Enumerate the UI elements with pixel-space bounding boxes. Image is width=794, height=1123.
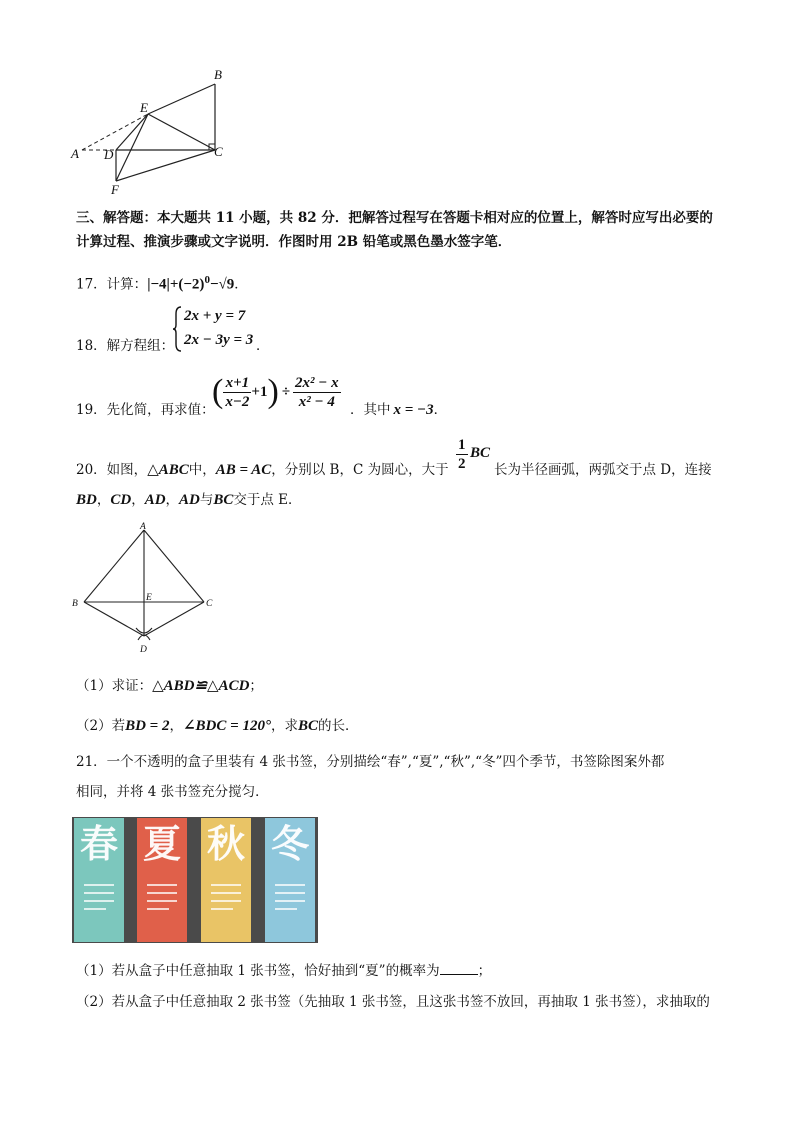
figure-q20-kite <box>66 520 226 660</box>
q21-p1-end: ； <box>477 963 492 979</box>
section-heading: 三、解答题：本大题共 11 小题，共 82 分．把解答过程写在答题卡相对应的位置上，解答时应写出必要的 <box>76 210 713 226</box>
label-c: C <box>206 599 213 609</box>
q20-half-den: 2 <box>458 456 466 472</box>
q20-seg-ad2: AD <box>179 492 200 508</box>
q20-p2-end: 的长． <box>317 718 359 734</box>
q20-tri: △ABC <box>147 462 189 478</box>
q18-eq1: 2x + y = 7 <box>184 308 246 324</box>
segment-ab <box>84 530 144 602</box>
q20-sep-3: ， <box>165 492 180 508</box>
q18-end: ． <box>256 338 270 354</box>
segment-de <box>116 114 148 150</box>
question-17 <box>76 270 248 295</box>
q20-p2-text-b: ，求 <box>270 718 298 734</box>
segment-eb <box>148 84 215 114</box>
q21-line2: 相同，并将 4 张书签充分搅匀． <box>76 784 269 800</box>
q17-expr-b: −√9 <box>209 276 235 293</box>
q20-sep-1: ， <box>96 492 111 508</box>
q21-part-2: （2）若从盒子中任意抽取 2 张书签（先抽取 1 张书签，且这张书签不放回，再抽取 1 张书签），求抽取的 <box>76 994 710 1010</box>
q20-text-d: 长为半径画弧，两弧交于点 D，连接 <box>494 462 712 478</box>
q20-p1-text: （1）求证： <box>76 678 153 694</box>
q19-fraction-1 <box>223 374 251 411</box>
q21-line1: 21．一个不透明的盒子里装有 4 张书签，分别描绘“春”,“夏”,“秋”,“冬”四个季节，书签除图案外都 <box>76 754 665 770</box>
label-e: E <box>146 593 152 603</box>
label-d: D <box>140 645 147 655</box>
label-c: C <box>214 144 223 159</box>
q20-p2-sep: ， <box>169 718 183 734</box>
q20-line1 <box>76 460 449 480</box>
q20-part-2 <box>76 716 358 736</box>
q18-eq2: 2x − 3y = 3 <box>184 332 254 348</box>
card-autumn-char: 秋 <box>206 822 245 866</box>
q20-p1-end: ； <box>249 678 263 694</box>
q19-cond: x = −3 <box>393 402 434 418</box>
label-b: B <box>72 599 78 609</box>
card-summer <box>137 818 187 942</box>
q20-with: 与 <box>199 492 214 508</box>
q19-number: 19．先化简，再求值： <box>76 402 215 418</box>
q19-tail <box>350 400 447 420</box>
label-a: A <box>71 146 79 161</box>
brace-icon <box>172 306 182 352</box>
q20-p2-bc: BC <box>297 718 318 734</box>
q20-seg-cd: CD <box>110 492 132 508</box>
q20-p2-angle: ∠BDC = 120° <box>182 718 271 734</box>
segment-ef <box>116 114 148 181</box>
segment-cd <box>144 602 204 636</box>
q20-half-fraction <box>456 436 468 473</box>
q19-f1-den: x−2 <box>225 393 250 410</box>
q17-expr-a: |−4|+(−2) <box>147 276 205 293</box>
q17-number: 17．计算： <box>76 276 148 293</box>
q20-part-1 <box>76 676 263 696</box>
paren-close: ) <box>267 373 279 410</box>
answer-blank[interactable] <box>440 960 478 975</box>
q19-f2-num: 2x² − x <box>295 374 339 391</box>
q20-text-b: 中， <box>188 462 216 478</box>
label-a: A <box>140 522 146 532</box>
q17-exp: 0 <box>204 274 210 286</box>
q20-p2-bd: BD = 2 <box>125 718 170 734</box>
q17-end: ． <box>234 276 248 293</box>
q20-text-a: 20．如图， <box>76 462 148 478</box>
q19-end: ． <box>433 402 448 418</box>
paren-open: ( <box>212 373 224 410</box>
q19-fraction-2 <box>293 374 341 411</box>
card-summer-char: 夏 <box>142 822 181 866</box>
card-autumn <box>201 818 251 942</box>
segment-ec <box>148 114 215 150</box>
q20-text-c: ，分别以 B，C 为圆心，大于 <box>271 462 449 478</box>
q20-half-var: BC <box>470 445 491 461</box>
bookmarks-image <box>72 817 318 943</box>
figure-top-geometry <box>68 64 238 200</box>
card-spring <box>74 818 124 942</box>
q20-p2-text-a: （2）若 <box>76 718 126 734</box>
q19-mid: ．其中 <box>350 402 391 418</box>
q20-p1-expr: △ABD≌△ACD <box>152 678 250 694</box>
label-e: E <box>140 100 148 115</box>
q21-part-1 <box>76 960 491 981</box>
q18-number: 18．解方程组： <box>76 338 175 354</box>
label-f: F <box>111 182 119 197</box>
q19-f2-den: x² − 4 <box>298 393 335 410</box>
segment-ac <box>144 530 204 602</box>
q20-eq: AB = AC <box>215 462 272 478</box>
q19-div: ÷ <box>281 383 291 400</box>
q20-half-num: 1 <box>458 437 466 453</box>
q19-expression <box>212 370 341 414</box>
label-b: B <box>214 67 222 82</box>
label-d: D <box>104 147 114 162</box>
segment-fc <box>116 150 215 181</box>
q20-seg-bd: BD <box>76 492 97 508</box>
q20-seg-ad: AD <box>144 492 166 508</box>
q19-f1-num: x+1 <box>223 374 251 393</box>
q20-sep-2: ， <box>131 492 145 508</box>
q20-line2-end: 交于点 E． <box>233 492 302 508</box>
section-heading-cont: 计算过程、推演步骤或文字说明．作图时用 2B 铅笔或黑色墨水签字笔． <box>76 234 512 250</box>
segment-ae-dashed <box>82 114 148 150</box>
card-winter-char: 冬 <box>270 822 309 866</box>
card-spring-char: 春 <box>79 822 118 866</box>
card-winter <box>265 818 315 942</box>
q19-plus-one: +1 <box>251 383 268 400</box>
segment-bd <box>84 602 144 636</box>
q20-seg-bc: BC <box>213 492 234 508</box>
q20-line2 <box>76 490 302 510</box>
q21-p1-text: （1）若从盒子中任意抽取 1 张书签，恰好抽到“夏”的概率为 <box>76 963 440 979</box>
